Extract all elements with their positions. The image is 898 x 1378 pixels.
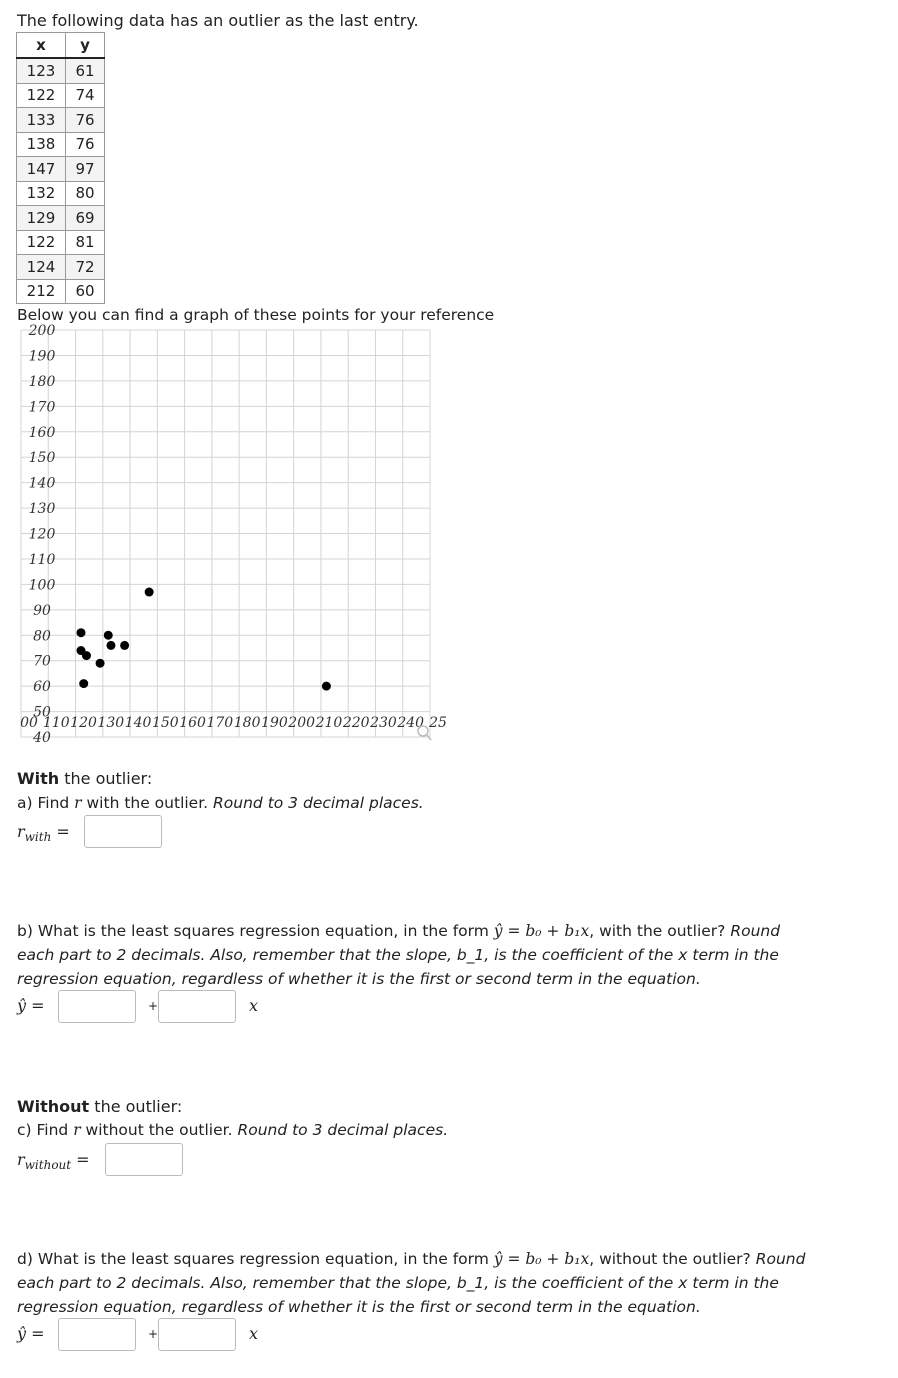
qc-prefix: c) Find	[17, 1121, 74, 1139]
data-point	[145, 588, 154, 597]
qd-mid: , without the outlier?	[589, 1250, 756, 1268]
yhat-b: ŷ	[17, 996, 27, 1015]
qd-formula: ŷ = b₀ + b₁x	[493, 1250, 590, 1268]
cell-y: 76	[66, 108, 105, 133]
x-tick-label: 180	[233, 715, 261, 731]
data-point	[322, 682, 331, 691]
y-tick-label: 90	[33, 602, 51, 619]
data-point	[106, 641, 115, 650]
r-without-input[interactable]	[105, 1143, 183, 1176]
r-without-label: $r_{without}$ =	[17, 1150, 90, 1173]
y-tick-label: 180	[28, 373, 56, 390]
without-rest: the outlier:	[89, 1097, 183, 1116]
question-a	[17, 791, 817, 815]
qb-formula: ŷ = b₀ + b₁x	[493, 922, 590, 940]
y-tick-label: 110	[28, 551, 56, 568]
cell-x: 122	[17, 230, 66, 255]
yhat-label-d: ŷ =	[17, 1324, 45, 1343]
r-with-input[interactable]	[84, 815, 162, 848]
data-point	[120, 641, 129, 650]
y-tick-label: 130	[28, 501, 56, 518]
b1-input-with[interactable]	[158, 990, 236, 1023]
qb-mid: , with the outlier?	[589, 922, 731, 940]
y-tick-label: 200	[28, 323, 56, 339]
x-var-b: x	[249, 996, 259, 1015]
x-tick-labels	[20, 715, 447, 731]
x-tick-label: 25	[429, 715, 447, 731]
cell-y: 76	[66, 132, 105, 157]
x-tick-label: 230	[370, 715, 397, 731]
y-tick-labels	[28, 323, 56, 746]
x-tick-label: 00	[20, 715, 38, 731]
x-tick-label: 210	[315, 715, 343, 731]
y-tick-label: 170	[28, 399, 56, 416]
y-tick-label: 150	[28, 450, 56, 467]
data-point	[104, 631, 113, 640]
plus-sign-b: +	[148, 999, 159, 1013]
data-point	[79, 679, 88, 688]
r-with-sub: with	[24, 830, 52, 845]
r-with-label: $r_{with}$ =	[17, 822, 70, 845]
cell-x: 212	[17, 279, 66, 304]
question-b	[17, 919, 817, 991]
qb-italic: Round each part to 2 decimals. Also, remember that the slope, b_1, is the coefficient of the x term in the regression equation, regardless of whether it is the first or second term in the equation.	[17, 922, 781, 988]
r-without-var: r	[17, 1150, 25, 1169]
qa-prefix: a) Find	[17, 794, 75, 812]
cell-y: 60	[66, 279, 105, 304]
y-tick-label: 100	[28, 577, 56, 594]
y-tick-label: 140	[28, 475, 56, 492]
r-without-sub: without	[24, 1158, 72, 1173]
cell-y: 74	[66, 83, 105, 108]
qd-prefix: d) What is the least squares regression equation, in the form	[17, 1250, 494, 1268]
yhat-label-b: ŷ =	[17, 996, 45, 1015]
x-tick-label: 120	[70, 715, 97, 731]
cell-y: 69	[66, 206, 105, 231]
data-point	[76, 628, 85, 637]
qc-italic: Round to 3 decimal places.	[237, 1121, 449, 1139]
cell-y: 80	[66, 181, 105, 206]
cell-x: 122	[17, 83, 66, 108]
cell-x: 147	[17, 157, 66, 182]
x-tick-label: 150	[151, 715, 179, 731]
question-d	[17, 1247, 817, 1319]
with-bold: With	[17, 769, 60, 788]
y-tick-label: 70	[33, 653, 51, 670]
qc-var: r	[73, 1121, 81, 1139]
intro-text: The following data has an outlier as the last entry.	[17, 11, 419, 30]
cell-y: 72	[66, 255, 105, 280]
qa-italic: Round to 3 decimal places.	[213, 794, 424, 812]
y-tick-label: 40	[33, 730, 51, 746]
x-tick-label: 130	[97, 715, 125, 731]
chart-grid	[21, 330, 430, 737]
yhat-d: ŷ	[17, 1324, 27, 1343]
cell-x: 123	[17, 58, 66, 83]
plus-sign-d: +	[148, 1327, 159, 1341]
x-tick-label: 160	[179, 715, 206, 731]
data-point	[96, 659, 105, 668]
b0-input-with[interactable]	[58, 990, 136, 1023]
y-tick-label: 60	[33, 679, 51, 696]
qd-italic: Round each part to 2 decimals. Also, remember that the slope, b_1, is the coefficient of the x term in the regression equation, regardless of whether it is the first or second term in the equation.	[17, 1250, 806, 1316]
cell-x: 138	[17, 132, 66, 157]
x-var-d: x	[249, 1324, 259, 1343]
x-tick-label: 200	[288, 715, 316, 731]
qc-mid: without the outlier.	[80, 1121, 238, 1139]
qb-prefix: b) What is the least squares regression equation, in the form	[17, 922, 494, 940]
qa-var: r	[74, 794, 82, 812]
with-outlier-heading	[17, 769, 152, 788]
x-tick-label: 170	[206, 715, 234, 731]
data-points	[76, 588, 330, 691]
qa-mid: with the outlier.	[81, 794, 214, 812]
column-header-x: x	[17, 33, 66, 59]
x-variable-d	[249, 1324, 258, 1343]
x-tick-label: 220	[342, 715, 370, 731]
column-header-y: y	[66, 33, 105, 59]
b1-input-without[interactable]	[158, 1318, 236, 1351]
x-tick-label: 190	[261, 715, 288, 731]
with-rest: the outlier:	[59, 769, 153, 788]
y-tick-label: 160	[28, 424, 56, 441]
cell-y: 61	[66, 58, 105, 83]
cell-x: 129	[17, 206, 66, 231]
r-with-var: r	[17, 822, 25, 841]
x-tick-label: 240	[397, 715, 425, 731]
x-tick-label: 140	[124, 715, 152, 731]
y-tick-label: 190	[28, 348, 56, 365]
cell-y: 97	[66, 157, 105, 182]
cell-x: 133	[17, 108, 66, 133]
b0-input-without[interactable]	[58, 1318, 136, 1351]
question-c	[17, 1118, 817, 1142]
cell-y: 81	[66, 230, 105, 255]
without-outlier-heading	[17, 1097, 182, 1116]
cell-x: 132	[17, 181, 66, 206]
without-bold: Without	[17, 1097, 90, 1116]
data-point	[82, 651, 91, 660]
y-tick-label: 50	[33, 704, 51, 721]
cell-x: 124	[17, 255, 66, 280]
x-variable-b	[249, 996, 258, 1015]
x-tick-label: 110	[42, 715, 70, 731]
y-tick-label: 80	[33, 628, 51, 645]
y-tick-label: 120	[28, 526, 56, 543]
graph-caption: Below you can find a graph of these points for your reference	[17, 306, 495, 324]
